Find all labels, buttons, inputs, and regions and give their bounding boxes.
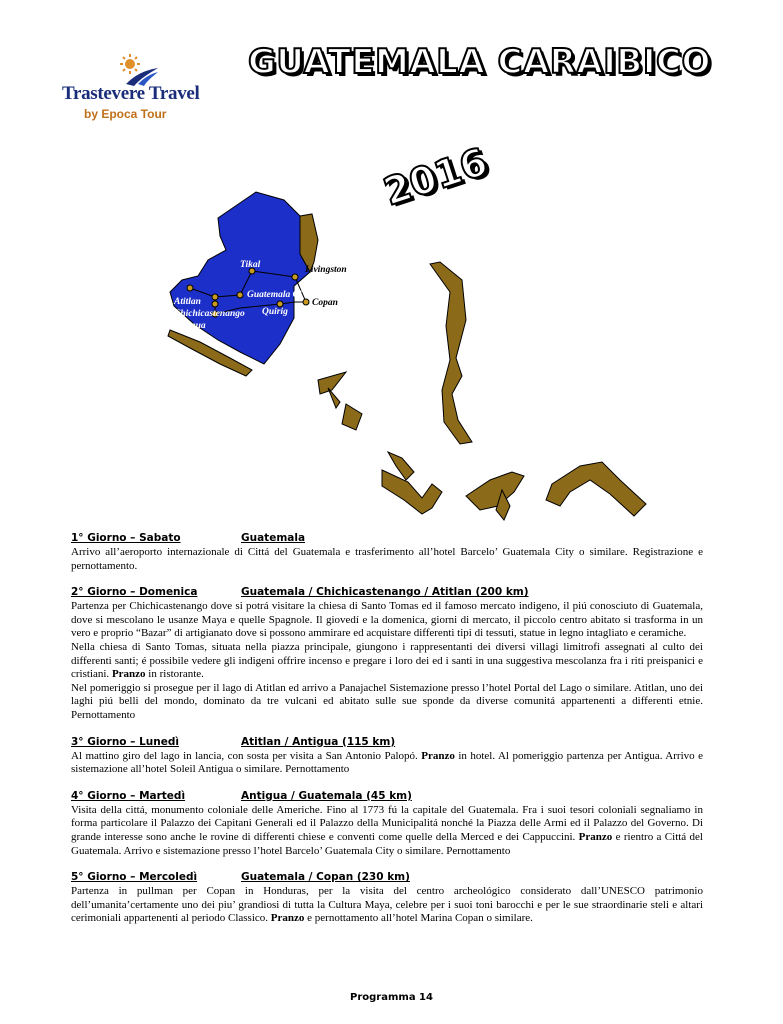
- meal-highlight: Pranzo: [578, 830, 613, 843]
- day-item: [71, 586, 703, 722]
- day-description: [71, 600, 703, 722]
- paragraph: Nella chiesa di Santo Tomas, situata nella piazza principale, giungono i rappresentanti dei diversi villagi limitrofi assegnati al culto dei differenti santi; é possibile vedere gli indigeni offrire incenso e pregare i loro dei ed i santi in una suggestiva mescolanza fra i riti preispanici e cristiani. Pranzo in ristorante.: [71, 640, 703, 681]
- day-label: 5° Giorno – Mercoledì: [71, 871, 198, 884]
- map-label-antigua: Antigua: [174, 321, 206, 331]
- day-route: Atitlan / Antigua (115 km): [241, 735, 396, 748]
- day-description: [71, 885, 703, 926]
- meal-highlight: Pranzo: [421, 749, 455, 762]
- day-item: [71, 532, 703, 573]
- meal-highlight: Pranzo: [111, 668, 146, 681]
- day-label: 2° Giorno – Domenica: [71, 586, 198, 599]
- day-heading: [71, 871, 703, 885]
- day-heading: [71, 790, 703, 804]
- day-label: 3° Giorno – Lunedì: [71, 735, 179, 748]
- paragraph: Partenza per Chichicastenango dove si potrá visitare la chiesa di Santo Tomas ed il famoso mercato indigeno, il piú conosciuto di Guatemala, dove si mescolano le usanze Maya e quelle Spagnole. Il giovedí e la domenica, giorni di mercato, il piccolo centro abitato si trasforma in un vero e proprio “Bazar” di artigianato dove si possono ammirare ed acquistare differenti tipi di tessuti, statue in legno intagliato e ceramiche.: [71, 600, 703, 640]
- logo-brand-name: Trastevere Travel: [62, 83, 200, 104]
- map-label-quirigua: Quirig: [262, 307, 288, 317]
- day-label: 4° Giorno – Martedì: [71, 789, 186, 802]
- paragraph: Al mattino giro del lago in lancia, con sosta per visita a San Antonio Palopó. Pranzo in hotel. Al pomeriggio partenza per Antigua. Arrivo e sistemazione all’hotel Soleil Antigua o similare. Pernottamento: [71, 749, 703, 776]
- page-title: GUATEMALA CARAIBICO: [248, 42, 711, 82]
- day-item: [71, 871, 703, 926]
- map-label-atitlan: Atitlan: [174, 297, 201, 307]
- map-label-livingston: Livingston: [305, 265, 347, 275]
- itinerary-map: [160, 180, 680, 530]
- day-description: [71, 546, 703, 573]
- day-item: [71, 790, 703, 858]
- itinerary: [71, 532, 703, 939]
- page-footer: Programma 14: [350, 992, 433, 1003]
- day-description: [71, 750, 703, 777]
- logo-tagline: by Epoca Tour: [84, 107, 167, 121]
- paragraph: Partenza in pullman per Copan in Honduras, per la visita del centro archeológico considerato dall’UNESCO patrimonio dell’umanita’certamente uno dei piu’ grandiosi di tutta la Cultura Maya, celebre per i suoi toni barocchi e per le sue straordinarie steli e altari cerimoniali appartenenti al periodo Classico. Pranzo e pernottamento all’hotel Marina Copan o similare.: [71, 885, 703, 925]
- day-route: Guatemala / Copan (230 km): [241, 871, 410, 884]
- day-label: 1° Giorno – Sabato: [71, 532, 181, 544]
- map-label-tikal: Tikal: [240, 260, 261, 270]
- day-route: Guatemala / Chichicastenango / Atitlan (200 km): [241, 586, 529, 599]
- paragraph: Arrivo all’aeroporto internazionale di Cittá del Guatemala e trasferimento all’hotel Barcelo’ Guatemala City o similare. Registrazione e pernottamento.: [71, 546, 703, 572]
- map-label-copan: Copan: [312, 298, 338, 308]
- map-label-chichicastenango: Chichicastenango: [174, 309, 245, 319]
- day-heading: [71, 586, 703, 600]
- day-route: Guatemala: [241, 532, 306, 544]
- company-logo: [58, 48, 198, 128]
- day-heading: [71, 532, 703, 546]
- map-graphic: [160, 180, 680, 530]
- day-item: [71, 736, 703, 777]
- paragraph: Nel pomeriggio si prosegue per il lago di Atitlan ed arrivo a Panajachel Sistemazione presso l’hotel Portal del Lago o similare. Atitlan, uno dei laghi piú belli del mondo, dominato da tre vulcani ed abitato sulle sue sponde da diverse comunitá appartenenti a differenti etnie. Pernottamento: [71, 681, 703, 721]
- year-badge: 2016: [378, 139, 493, 214]
- day-heading: [71, 736, 703, 750]
- day-route: Antigua / Guatemala (45 km): [241, 789, 412, 802]
- map-label-guatemala-city: Guatemala Ci: [247, 290, 302, 300]
- meal-highlight: Pranzo: [270, 912, 305, 925]
- sun-swoosh-icon: [120, 54, 160, 86]
- day-description: [71, 804, 703, 858]
- paragraph: Visita della cittá, monumento coloniale delle Americhe. Fino al 1773 fú la capitale del Guatemala. Fra i suoi tesori coloniali segnaliamo in forma particolare il Palazzo dei Capitani Generali ed il Palazzo della Municipalitá nonché la Piazza delle Armi ed il Palazzo del Governo. Di grande interesse sono anche le rovine di differenti chiese e conventi come quelle della Merced e dei Cappuccini. Pranzo e rientro a Cittá del Guatemala. Arrivo e sistemazione presso l’hotel Barcelo’ Guatemala City o similare. Pernottamento: [71, 803, 703, 857]
